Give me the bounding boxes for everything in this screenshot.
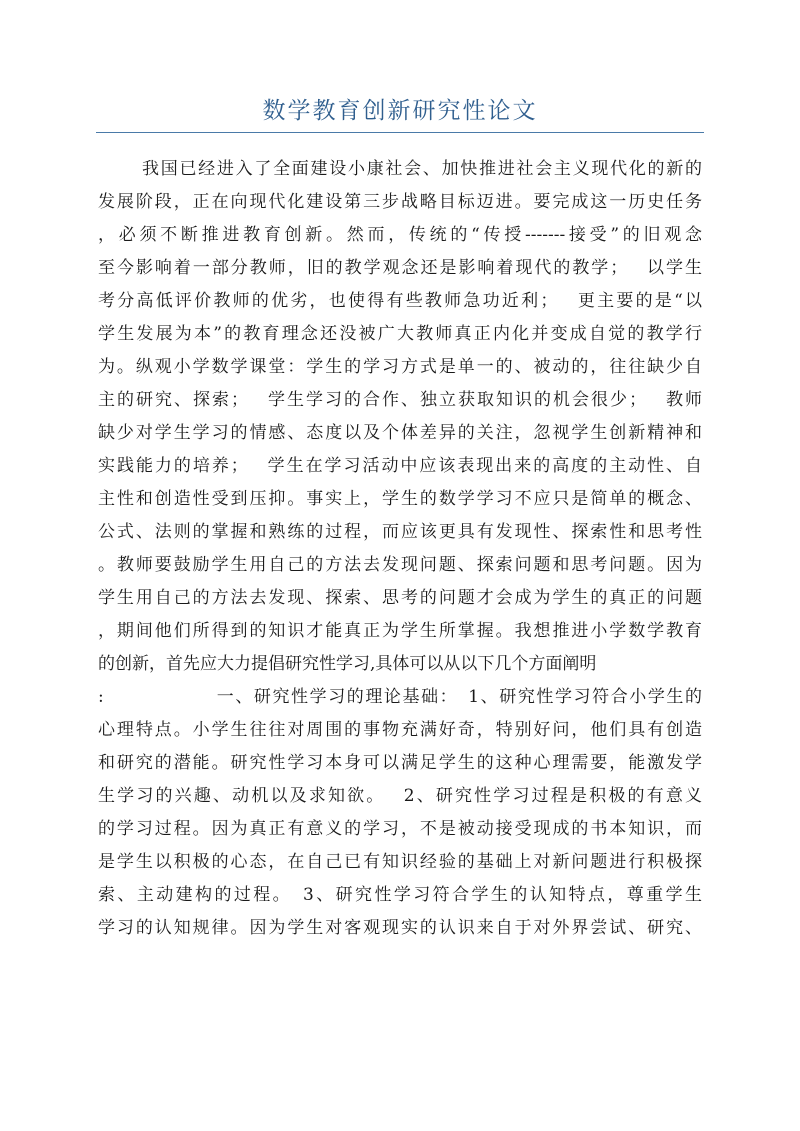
body-line: 考分高低评价教师的优劣，也使得有些教师急功近利； 更主要的是“以 [98,291,702,311]
title-divider [96,132,704,133]
body-line: ，期间他们所得到的知识才能真正为学生所掌握。我想推进小学数学教育 [98,621,702,641]
body-line: 为。纵观小学数学课堂：学生的学习方式是单一的、被动的，往往缺少自 [98,357,702,377]
body-line: : 一、研究性学习的理论基础： 1、研究性学习符合小学生的 [98,687,702,707]
body-line: 主的研究、探索； 学生学习的合作、独立获取知识的机会很少； 教师 [98,390,702,410]
document-title: 数学教育创新研究性论文 [262,98,538,124]
body-line: 的创新，首先应大力提倡研究性学习,具体可以从以下几个方面阐明 [98,654,597,674]
body-line: 。教师要鼓励学生用自己的方法去发现问题、探索问题和思考问题。因为 [98,555,702,575]
body-line: 学生发展为本”的教育理念还没被广大教师真正内化并变成自觉的教学行 [98,324,702,344]
body-line: 生学习的兴趣、动机以及求知欲。 2、研究性学习过程是积极的有意义 [98,786,702,806]
body-line: 公式、法则的掌握和熟练的过程，而应该更具有发现性、探索性和思考性 [98,522,702,542]
body-line: 心理特点。小学生往往对周围的事物充满好奇，特别好问，他们具有创造 [98,720,702,740]
body-line: ，必须不断推进教育创新。然而，传统的“传授-------接受”的旧观念 [98,225,702,245]
body-line: 索、主动建构的过程。 3、研究性学习符合学生的认知特点，尊重学生 [98,885,702,905]
body-line: 主性和创造性受到压抑。事实上，学生的数学学习不应只是简单的概念、 [98,489,702,509]
body-line: 实践能力的培养； 学生在学习活动中应该表现出来的高度的主动性、自 [98,456,702,476]
body-line: 是学生以积极的心态，在自己已有知识经验的基础上对新问题进行积极探 [98,852,702,872]
body-line: 至今影响着一部分教师，旧的教学观念还是影响着现代的教学； 以学生 [98,258,702,278]
body-line: 和研究的潜能。研究性学习本身可以满足学生的这种心理需要，能激发学 [98,753,702,773]
body-line: 我国已经进入了全面建设小康社会、加快推进社会主义现代化的新的 [142,159,702,179]
body-line: 学习的认知规律。因为学生对客观现实的认识来自于对外界尝试、研究、 [98,918,702,938]
body-line: 缺少对学生学习的情感、态度以及个体差异的关注，忽视学生创新精神和 [98,423,702,443]
body-line: 的学习过程。因为真正有意义的学习，不是被动接受现成的书本知识，而 [98,819,702,839]
body-line: 发展阶段，正在向现代化建设第三步战略目标迈进。要完成这一历史任务 [98,192,702,212]
document-body [98,153,702,945]
body-line: 学生用自己的方法去发现、探索、思考的问题才会成为学生的真正的问题 [98,588,702,608]
